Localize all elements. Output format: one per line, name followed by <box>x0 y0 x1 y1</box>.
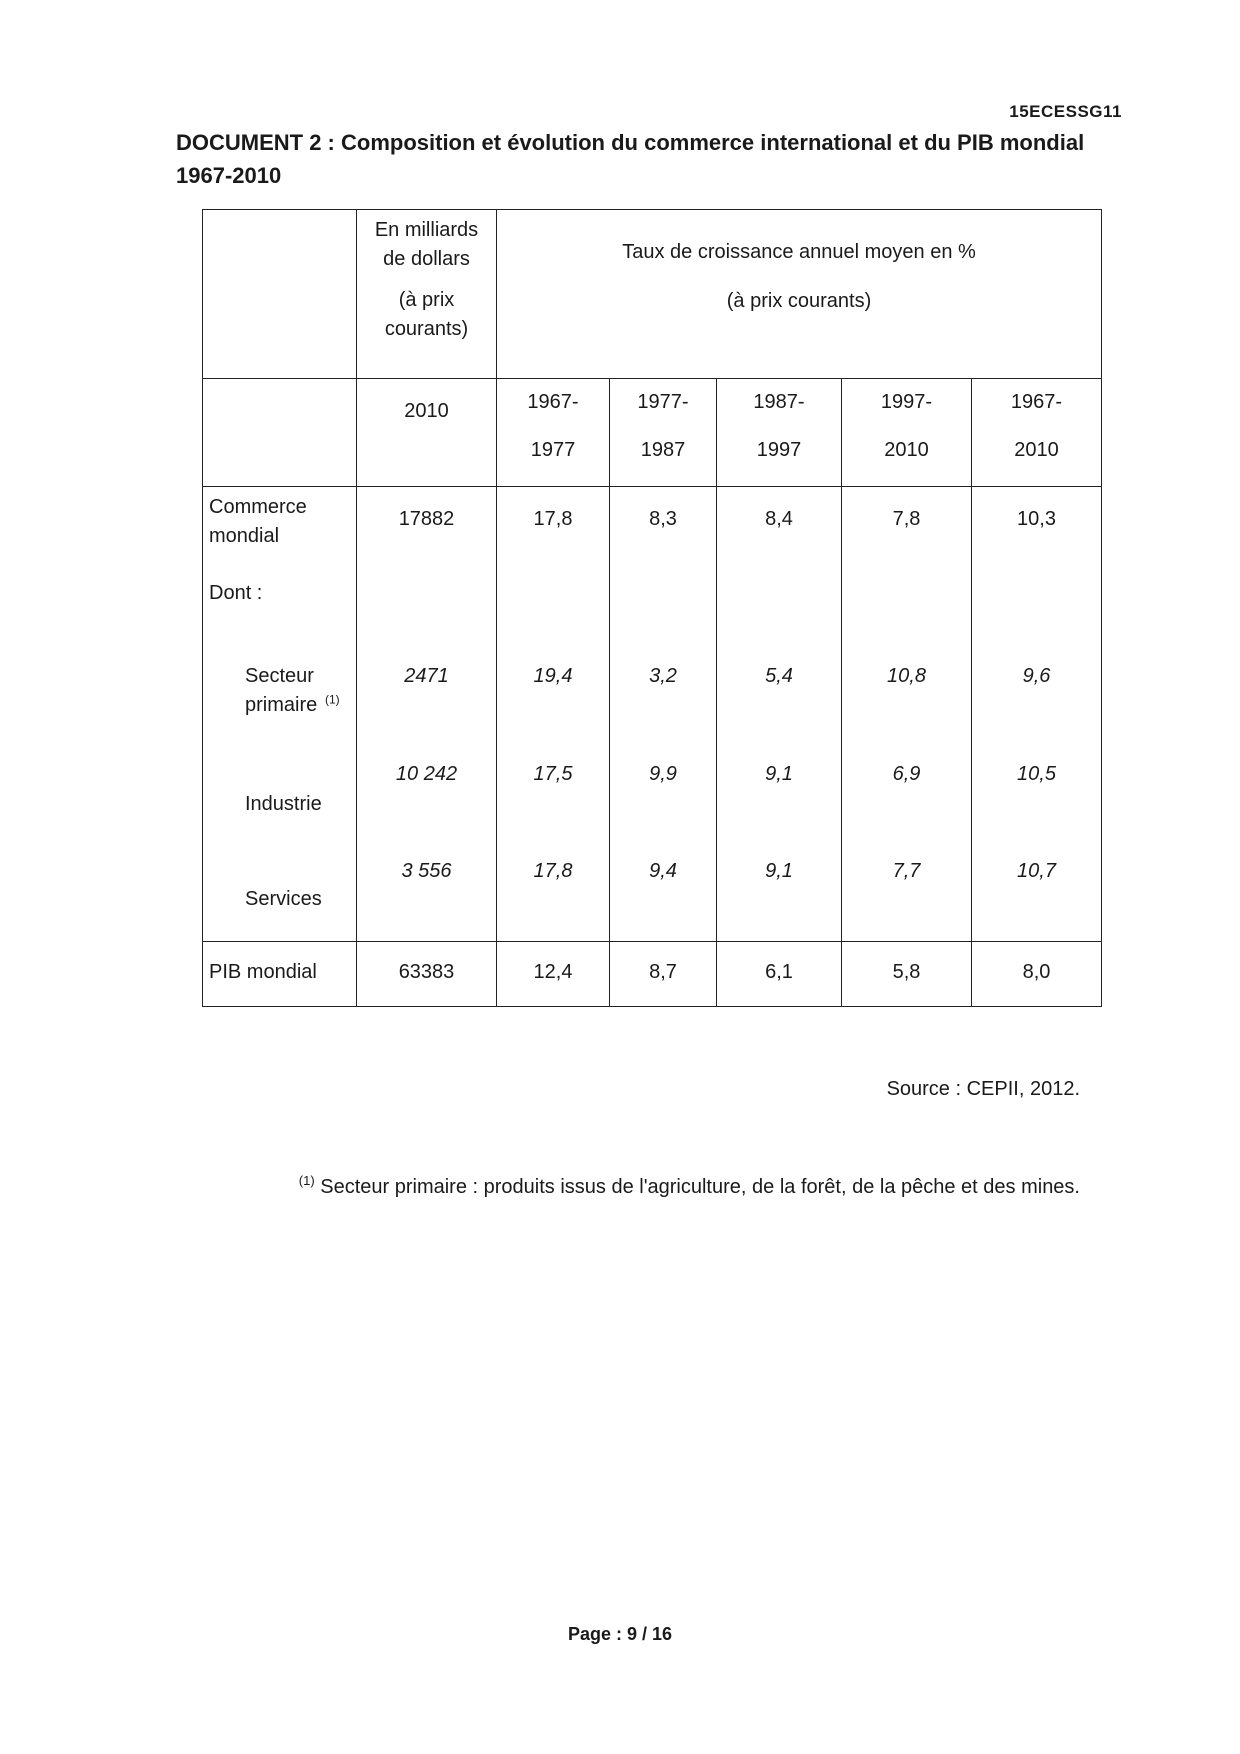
cell-rate: 17,5 <box>497 760 610 857</box>
document-title: DOCUMENT 2 : Composition et évolution du commerce international et du PIB mondial 1967-2010 <box>176 130 1085 188</box>
period-start: 1997- <box>880 391 933 413</box>
period-end: 1977 <box>530 439 576 461</box>
period-start: 1987- <box>753 391 805 413</box>
cell-value: 63383 <box>357 942 497 1007</box>
empty-period-label <box>203 379 357 487</box>
footnote-text: Secteur primaire : produits issus de l'agriculture, de la forêt, de la pêche et des mines. <box>320 1176 1080 1198</box>
cell-rate: 7,8 <box>842 487 972 662</box>
cell-rate: 9,1 <box>717 857 842 942</box>
footnote-mark: (1) <box>298 1173 315 1188</box>
period-row <box>203 379 1102 487</box>
cell-rate: 9,9 <box>610 760 717 857</box>
period-header <box>842 379 972 487</box>
dont-label: Dont : <box>209 582 263 604</box>
cell-rate: 3,2 <box>610 662 717 760</box>
table-row-pib <box>203 942 1102 1007</box>
cell-rate: 6,1 <box>717 942 842 1007</box>
cell-rate: 10,5 <box>972 760 1102 857</box>
value-header-price: (à prix courants) <box>384 289 469 340</box>
period-start: 1967- <box>1010 391 1063 413</box>
period-header <box>717 379 842 487</box>
rate-column-header <box>497 210 1102 379</box>
page-number: Page : 9 / 16 <box>567 1624 673 1644</box>
period-start: 1967- <box>527 391 579 413</box>
cell-rate: 17,8 <box>497 857 610 942</box>
period-end: 2010 <box>1014 439 1059 461</box>
value-column-header <box>357 210 497 379</box>
period-header <box>497 379 610 487</box>
rate-header-price: (à prix courants) <box>726 290 872 312</box>
period-header <box>972 379 1102 487</box>
footnote <box>298 1173 1080 1199</box>
cell-value: 3 556 <box>357 857 497 942</box>
cell-rate: 8,3 <box>610 487 717 662</box>
period-end: 2010 <box>884 439 929 461</box>
source-note: Source : CEPII, 2012. <box>886 1078 1080 1100</box>
cell-rate: 8,4 <box>717 487 842 662</box>
cell-rate: 9,6 <box>972 662 1102 760</box>
period-start: 1977- <box>637 391 689 413</box>
row-label <box>203 487 357 662</box>
cell-rate: 10,3 <box>972 487 1102 662</box>
cell-rate: 10,8 <box>842 662 972 760</box>
row-label <box>203 662 357 760</box>
cell-rate: 17,8 <box>497 487 610 662</box>
period-end: 1997 <box>756 439 802 461</box>
services-label: Services <box>245 887 322 910</box>
industrie-label: Industrie <box>245 792 322 815</box>
cell-rate: 9,4 <box>610 857 717 942</box>
table-row-services <box>203 857 1102 942</box>
row-label <box>203 857 357 942</box>
cell-rate: 8,7 <box>610 942 717 1007</box>
cell-rate: 5,8 <box>842 942 972 1007</box>
cell-value: 17882 <box>357 487 497 662</box>
cell-rate: 8,0 <box>972 942 1102 1007</box>
header-row <box>203 210 1102 379</box>
value-year: 2010 <box>357 379 497 487</box>
table-row-commerce <box>203 487 1102 662</box>
empty-header-cell <box>203 210 357 379</box>
cell-rate: 12,4 <box>497 942 610 1007</box>
document-code: 15ECESSG11 <box>1009 102 1122 121</box>
table-row-industrie <box>203 760 1102 857</box>
cell-rate: 6,9 <box>842 760 972 857</box>
period-end: 1987 <box>640 439 686 461</box>
cell-rate: 10,7 <box>972 857 1102 942</box>
commerce-label: Commerce mondial <box>209 496 307 547</box>
rate-header-title: Taux de croissance annuel moyen en % <box>622 241 976 263</box>
row-label <box>203 760 357 857</box>
cell-rate: 7,7 <box>842 857 972 942</box>
cell-rate: 5,4 <box>717 662 842 760</box>
cell-rate: 19,4 <box>497 662 610 760</box>
table-row-primaire <box>203 662 1102 760</box>
cell-value: 10 242 <box>357 760 497 857</box>
cell-rate: 9,1 <box>717 760 842 857</box>
value-header-unit: En milliards de dollars <box>374 219 479 270</box>
pib-label: PIB mondial <box>203 942 357 1007</box>
data-table <box>202 209 1102 1007</box>
period-header <box>610 379 717 487</box>
primaire-label: Secteur primaire <box>245 664 318 716</box>
note-mark: (1) <box>325 691 340 706</box>
cell-value: 2471 <box>357 662 497 760</box>
